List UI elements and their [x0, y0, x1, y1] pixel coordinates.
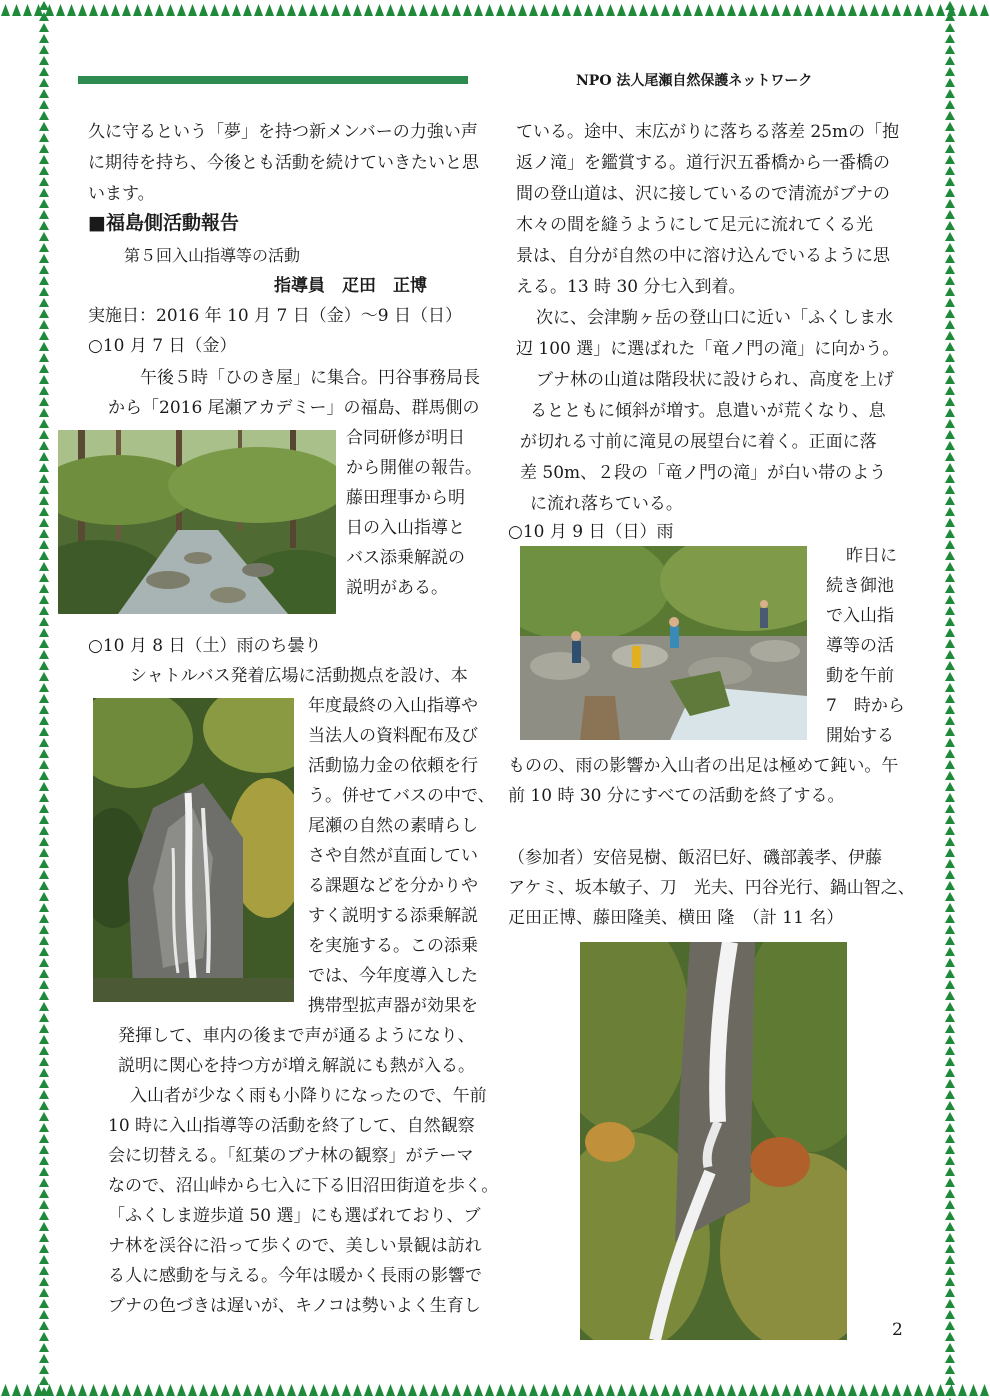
right-line: が切れる寸前に滝見の展望台に着く。正面に落	[520, 432, 877, 452]
day3-line: ものの、雨の影響か入山者の出足は極めて鈍い。午	[508, 756, 899, 776]
day2-heading: ○10 月 8 日（土）雨のち曇り	[88, 636, 322, 656]
day1-line: 日の入山指導と	[346, 518, 465, 538]
day2-line: 尾瀬の自然の素晴らし	[308, 816, 478, 836]
day2-line: ナ林を渓谷に沿って歩くので、美しい景観は訪れ	[108, 1236, 482, 1256]
day1-line: 藤田理事から明	[346, 488, 465, 508]
forest-stream-photo	[58, 430, 336, 614]
day1-heading: ○10 月 7 日（金）	[88, 336, 237, 356]
day2-line: では、今年度導入した	[308, 966, 478, 986]
day2-line: すく説明する添乗解説	[308, 906, 478, 926]
intro-line: に期待を持ち、今後とも活動を続けていきたいと思	[88, 153, 479, 173]
day2-line: 「ふくしま遊歩道 50 選」にも選ばれており、ブ	[108, 1206, 481, 1226]
day2-line: 説明に関心を持つ方が増え解説にも熱が入る。	[118, 1056, 475, 1076]
right-line: 景は、自分が自然の中に溶け込んでいるように思	[516, 246, 890, 266]
right-tree-border	[940, 0, 960, 1400]
report-author: 指導員 疋田 正博	[274, 276, 427, 296]
day1-line: 合同研修が明日	[346, 428, 465, 448]
day3-line: 7 時から	[826, 696, 905, 716]
day3-line: 動を午前	[826, 666, 894, 686]
day1-line: から開催の報告。	[346, 458, 482, 478]
day3-line: 導等の活	[826, 636, 894, 656]
section-heading: ■福島側活動報告	[88, 212, 239, 234]
day3-line: 続き御池	[826, 576, 894, 596]
participants-line: アケミ、坂本敏子、刀 光夫、円谷光行、鍋山智之、	[508, 878, 915, 898]
right-line: 差 50m、２段の「竜ノ門の滝」が白い帯のよう	[520, 463, 887, 483]
page-number: 2	[892, 1320, 903, 1340]
two-tier-waterfall-photo	[580, 942, 847, 1340]
day2-line: なので、沼山峠から七入に下る旧沼田街道を歩く。	[108, 1176, 499, 1196]
date-range: 実施日：2016 年 10 月 7 日（金）～9 日（日）	[88, 306, 462, 326]
bottom-tree-border	[0, 1380, 990, 1400]
report-subtitle: 第５回入山指導等の活動	[124, 246, 301, 265]
intro-line: います。	[88, 184, 155, 204]
day2-line: る課題などを分かりや	[308, 876, 478, 896]
right-line: 次に、会津駒ヶ岳の登山口に近い「ふくしま水	[536, 308, 893, 328]
day2-line: 活動協力金の依頼を行	[308, 756, 478, 776]
day2-line: る人に感動を与える。今年は暖かく長雨の影響で	[108, 1266, 482, 1286]
day2-line: 携帯型拡声器が効果を	[308, 996, 478, 1016]
right-line: ブナ林の山道は階段状に設けられ、高度を上げ	[536, 370, 895, 390]
day1-line: バス添乗解説の	[346, 548, 465, 568]
day2-line: 年度最終の入山指導や	[308, 696, 478, 716]
top-tree-border	[0, 0, 990, 20]
left-tree-border	[34, 0, 54, 1400]
day2-line: シャトルバス発着広場に活動拠点を設け、本	[130, 666, 468, 686]
day3-line: 昨日に	[846, 546, 897, 566]
day1-line: 説明がある。	[346, 578, 448, 598]
right-line: に流れ落ちている。	[530, 494, 683, 514]
day3-line: で入山指	[826, 606, 894, 626]
day2-line: さや自然が直面してい	[308, 846, 478, 866]
day2-line: を実施する。この添乗	[308, 936, 478, 956]
day2-line: ブナの色づきは遅いが、キノコは勢いよく生育し	[108, 1296, 481, 1316]
right-line: える。13 時 30 分七入到着。	[516, 277, 746, 297]
intro-line: 久に守るという「夢」を持つ新メンバーの力強い声	[88, 122, 478, 142]
day3-line: 開始する	[826, 726, 894, 746]
day3-heading: ○10 月 9 日（日）雨	[508, 522, 674, 542]
day2-line: 会に切替える。「紅葉のブナ林の観察」がテーマ	[108, 1146, 474, 1166]
right-line: るとともに傾斜が増す。息遣いが荒くなり、息	[530, 401, 886, 421]
day1-line: 午後５時「ひのき屋」に集合。円谷事務局長	[140, 368, 480, 388]
day2-line: 10 時に入山指導等の活動を終了して、自然観察	[108, 1116, 475, 1136]
participants-line: 疋田正博、藤田隆美、横田 隆 （計 11 名）	[508, 908, 844, 928]
day2-line: 入山者が少なく雨も小降りになったので、午前	[130, 1086, 487, 1106]
header-org-name: NPO 法人尾瀬自然保護ネットワーク	[576, 73, 813, 89]
participants-line: （参加者）安倍晃樹、飯沼巳好、磯部義孝、伊藤	[508, 848, 882, 868]
right-line: ている。途中、末広がりに落ちる落差 25mの「抱	[516, 122, 900, 142]
day2-line: う。併せてバスの中で、	[308, 786, 495, 806]
day2-line: 発揮して、車内の後まで声が通るようになり、	[118, 1026, 475, 1046]
right-line: 間の登山道は、沢に接しているので清流がブナの	[516, 184, 890, 204]
rock-waterfall-photo	[93, 698, 294, 1002]
day3-line: 前 10 時 30 分にすべての活動を終了する。	[508, 786, 845, 806]
right-line: 返ノ滝」を鑑賞する。道行沢五番橋から一番橋の	[516, 153, 890, 173]
day1-line: から「2016 尾瀬アカデミー」の福島、群馬側の	[108, 398, 480, 418]
right-line: 辺 100 選」に選ばれた「竜ノ門の滝」に向かう。	[516, 339, 900, 359]
hikers-stream-photo	[520, 546, 807, 740]
header-bar	[78, 76, 468, 84]
day2-line: 当法人の資料配布及び	[308, 726, 478, 746]
right-line: 木々の間を縫うようにして足元に流れてくる光	[516, 215, 873, 235]
